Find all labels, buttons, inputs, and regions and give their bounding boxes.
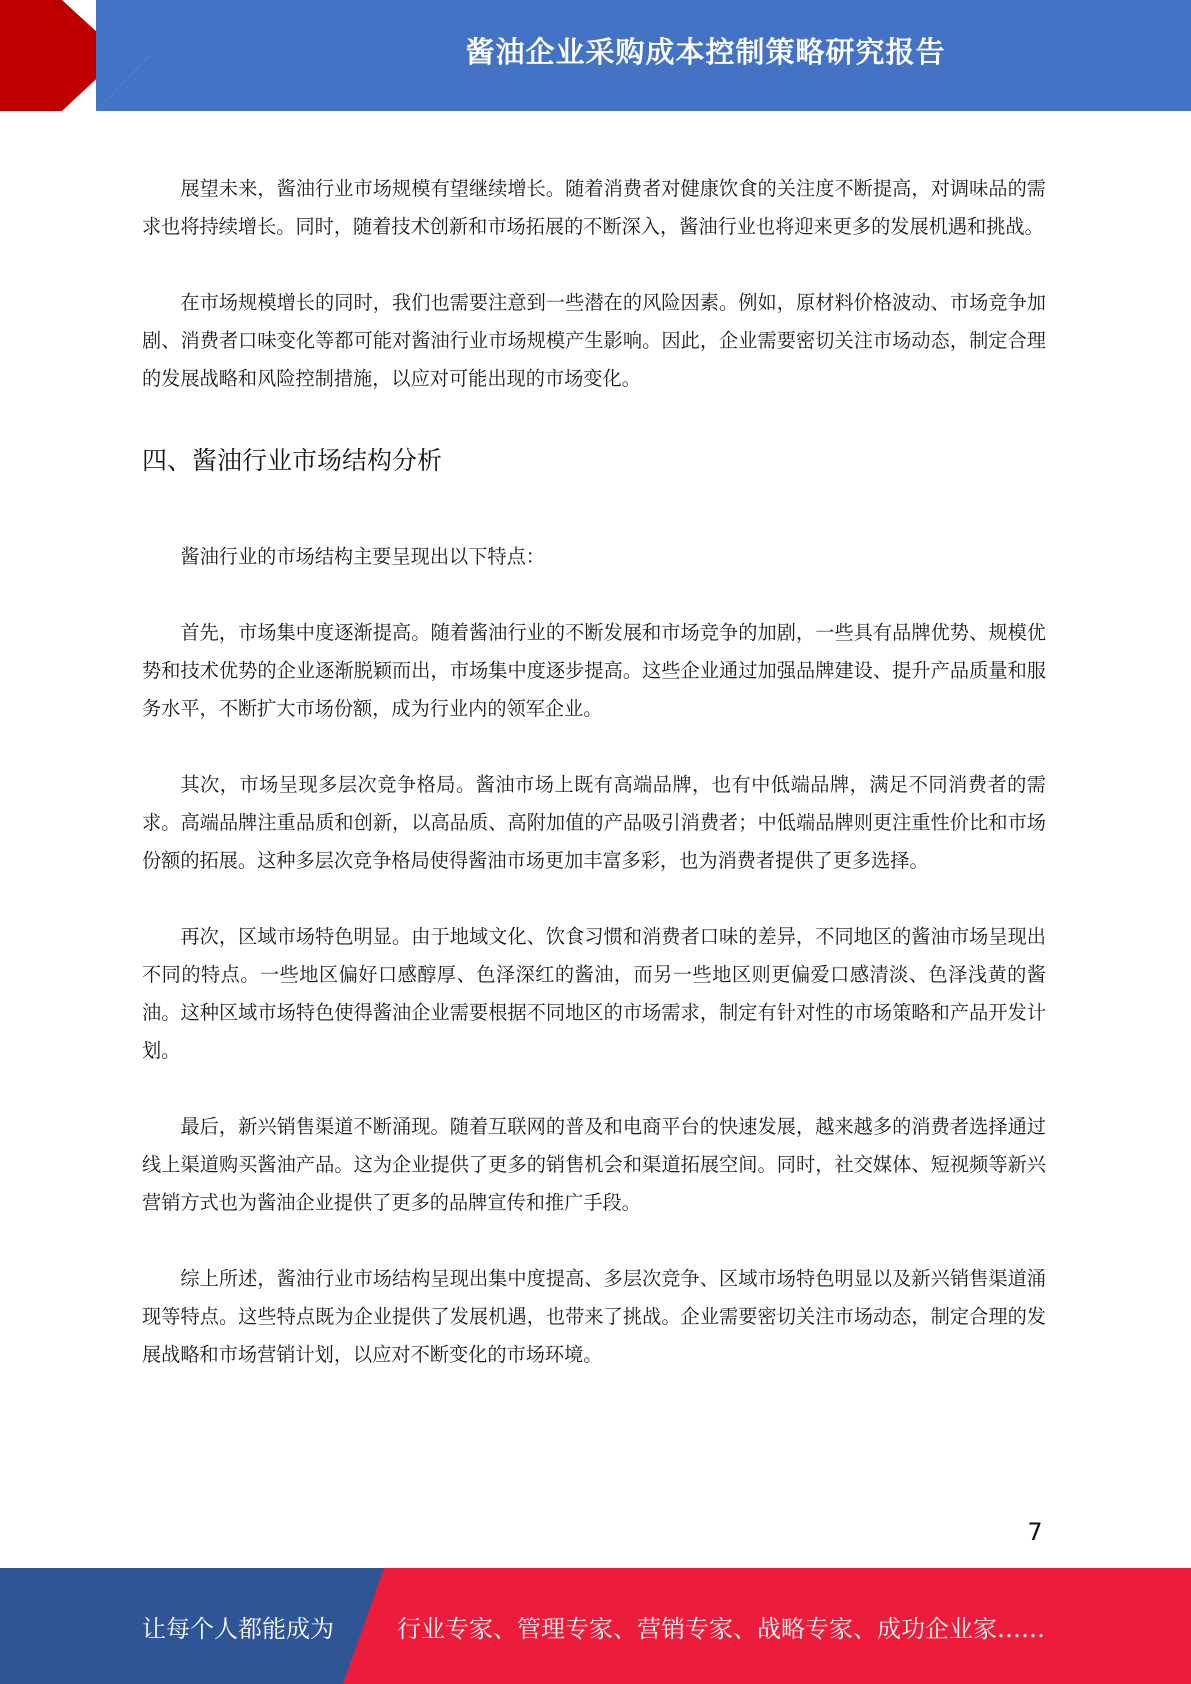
- page-footer: [0, 1568, 1191, 1684]
- paragraph: 最后，新兴销售渠道不断涌现。随着互联网的普及和电商平台的快速发展，越来越多的消费者选择通过线上渠道购买酱油产品。这为企业提供了更多的销售机会和渠道拓展空间。同时，社交媒体、短视频等新兴营销方式也为酱油企业提供了更多的品牌宣传和推广手段。: [142, 1115, 1046, 1214]
- paragraph: 展望未来，酱油行业市场规模有望继续增长。随着消费者对健康饮食的关注度不断提高，对调味品的需求也将持续增长。同时，随着技术创新和市场拓展的不断深入，酱油行业也将迎来更多的发展机遇和挑战。: [142, 177, 1046, 238]
- footer-slogan-right: 行业专家、管理专家、营销专家、战略专家、成功企业家……: [397, 1614, 1045, 1643]
- paragraph: 综上所述，酱油行业市场结构呈现出集中度提高、多层次竞争、区域市场特色明显以及新兴销售渠道涌现等特点。这些特点既为企业提供了发展机遇，也带来了挑战。企业需要密切关注市场动态，制定合理的发展战略和市场营销计划，以应对不断变化的市场环境。: [142, 1267, 1046, 1366]
- section-heading: 四、酱油行业市场结构分析: [142, 446, 443, 475]
- page-number: 7: [1027, 1518, 1043, 1546]
- page-header: [0, 0, 1191, 111]
- paragraph: 在市场规模增长的同时，我们也需要注意到一些潜在的风险因素。例如，原材料价格波动、市场竞争加剧、消费者口味变化等都可能对酱油行业市场规模产生影响。因此，企业需要密切关注市场动态，制定合理的发展战略和风险控制措施，以应对可能出现的市场变化。: [142, 291, 1046, 390]
- paragraph: 首先，市场集中度逐渐提高。随着酱油行业的不断发展和市场竞争的加剧，一些具有品牌优势、规模优势和技术优势的企业逐渐脱颖而出，市场集中度逐步提高。这些企业通过加强品牌建设、提升产品质量和服务水平，不断扩大市场份额，成为行业内的领军企业。: [142, 621, 1046, 720]
- paragraph: 其次，市场呈现多层次竞争格局。酱油市场上既有高端品牌，也有中低端品牌，满足不同消费者的需求。高端品牌注重品质和创新，以高品质、高附加值的产品吸引消费者；中低端品牌则更注重性价比和市场份额的拓展。这种多层次竞争格局使得酱油市场更加丰富多彩，也为消费者提供了更多选择。: [142, 773, 1046, 872]
- paragraph: 酱油行业的市场结构主要呈现出以下特点：: [180, 545, 545, 568]
- footer-slogan-left: 让每个人都能成为: [142, 1614, 334, 1643]
- document-body: [142, 170, 1046, 1412]
- report-title: 酱油企业采购成本控制策略研究报告: [465, 34, 946, 69]
- paragraph: 再次，区域市场特色明显。由于地域文化、饮食习惯和消费者口味的差异，不同地区的酱油市场呈现出不同的特点。一些地区偏好口感醇厚、色泽深红的酱油，而另一些地区则更偏爱口感清淡、色泽浅黄的酱油。这种区域市场特色使得酱油企业需要根据不同地区的市场需求，制定有针对性的市场策略和产品开发计划。: [142, 925, 1046, 1062]
